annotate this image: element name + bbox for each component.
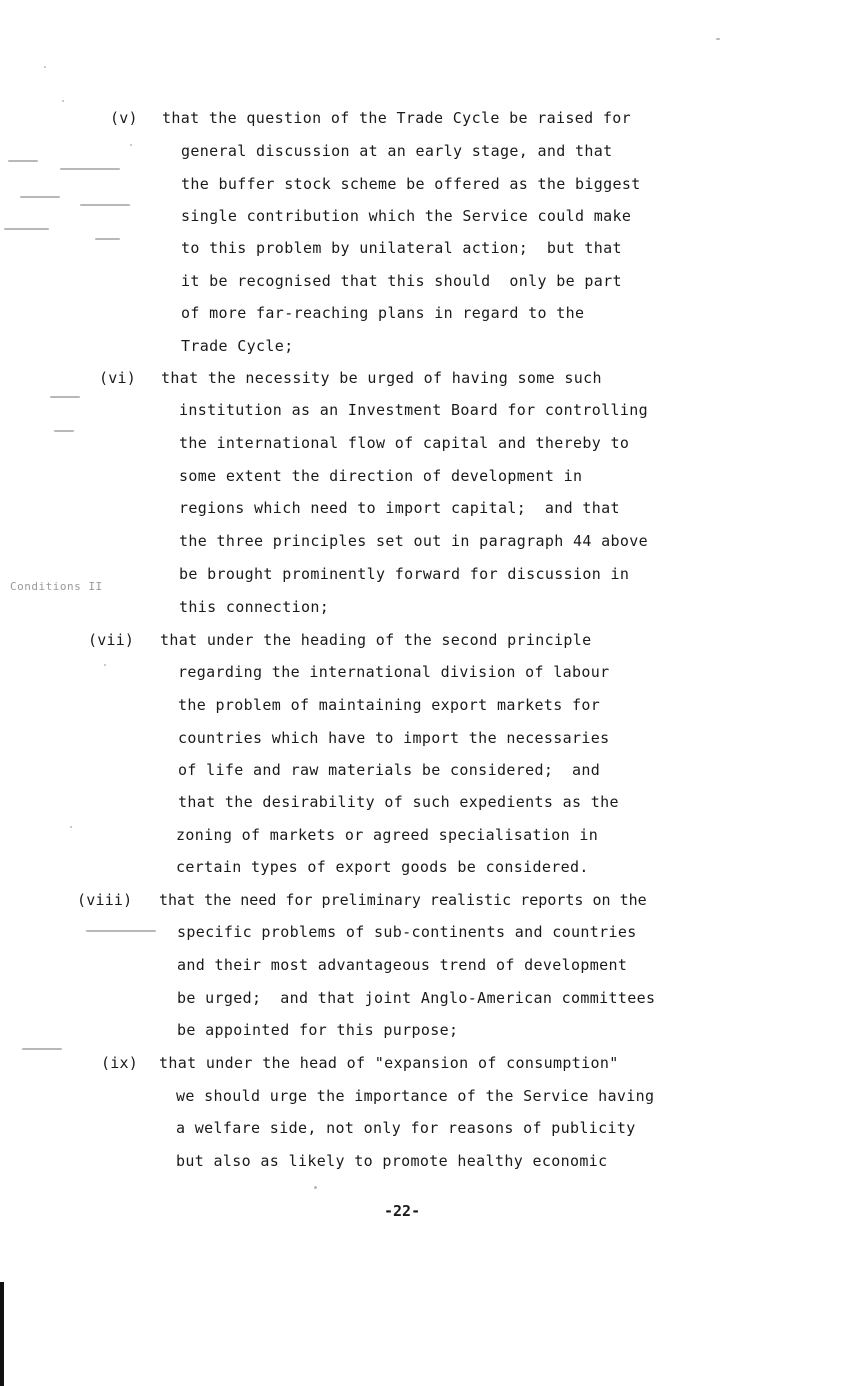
scan-speck xyxy=(8,160,38,162)
scan-speck xyxy=(716,38,720,40)
item-line: to this problem by unilateral action; but that xyxy=(181,239,622,257)
item-marker-ix: (ix) xyxy=(101,1054,138,1072)
item-line: some extent the direction of development in xyxy=(179,467,583,485)
page-number: -22- xyxy=(384,1202,421,1220)
scan-speck xyxy=(80,204,130,206)
item-line: that the question of the Trade Cycle be raised for xyxy=(162,109,632,127)
item-line: single contribution which the Service could make xyxy=(181,207,632,225)
scan-speck xyxy=(70,826,72,828)
scan-speck xyxy=(4,228,49,230)
scan-edge-bar xyxy=(0,1282,4,1386)
item-line: this connection; xyxy=(179,598,330,616)
item-marker-v: (v) xyxy=(110,109,138,127)
item-line: certain types of export goods be considered. xyxy=(176,858,589,876)
item-marker-viii: (viii) xyxy=(77,891,133,909)
scan-speck xyxy=(314,1186,317,1189)
scan-speck xyxy=(20,196,60,198)
margin-annotation: Conditions II xyxy=(10,580,103,593)
item-line: but also as likely to promote healthy economic xyxy=(176,1152,608,1170)
item-line: zoning of markets or agreed specialisation in xyxy=(176,826,599,844)
item-line: of more far-reaching plans in regard to the xyxy=(181,304,585,322)
item-line: the three principles set out in paragraph 44 above xyxy=(179,532,649,550)
item-marker-vi: (vi) xyxy=(99,369,136,387)
scan-speck xyxy=(86,930,156,932)
scan-speck xyxy=(60,168,120,170)
item-line: be urged; and that joint Anglo-American committees xyxy=(177,989,656,1007)
item-line: be brought prominently forward for discussion in xyxy=(179,565,630,583)
item-line: a welfare side, not only for reasons of publicity xyxy=(176,1119,636,1137)
scan-speck xyxy=(44,66,46,68)
item-line: regarding the international division of labour xyxy=(178,663,610,681)
item-marker-vii: (vii) xyxy=(88,631,135,649)
scan-speck xyxy=(50,396,80,398)
item-line: that under the head of "expansion of consumption" xyxy=(159,1054,619,1072)
item-line: Trade Cycle; xyxy=(181,337,294,355)
item-line: institution as an Investment Board for controlling xyxy=(179,401,649,419)
item-line: the international flow of capital and thereby to xyxy=(179,434,630,452)
item-line: that the desirability of such expedients as the xyxy=(178,793,619,811)
scan-speck xyxy=(95,238,120,240)
scan-speck xyxy=(54,430,74,432)
item-line: specific problems of sub-continents and countries xyxy=(177,923,637,941)
item-line: it be recognised that this should only be part xyxy=(181,272,622,290)
item-line: that under the heading of the second principle xyxy=(160,631,592,649)
item-line: general discussion at an early stage, and that xyxy=(181,142,613,160)
item-line: that the necessity be urged of having some such xyxy=(161,369,602,387)
scan-speck xyxy=(104,664,106,666)
item-line: and their most advantageous trend of development xyxy=(177,956,628,974)
item-line: that the need for preliminary realistic reports on the xyxy=(159,891,647,909)
scan-speck xyxy=(130,144,132,146)
item-line: be appointed for this purpose; xyxy=(177,1021,459,1039)
scan-speck xyxy=(22,1048,62,1050)
item-line: regions which need to import capital; and that xyxy=(179,499,620,517)
item-line: the buffer stock scheme be offered as the biggest xyxy=(181,175,641,193)
item-line: we should urge the importance of the Service having xyxy=(176,1087,655,1105)
item-line: countries which have to import the necessaries xyxy=(178,729,610,747)
item-line: of life and raw materials be considered; and xyxy=(178,761,601,779)
scan-speck xyxy=(62,100,64,102)
item-line: the problem of maintaining export markets for xyxy=(178,696,601,714)
